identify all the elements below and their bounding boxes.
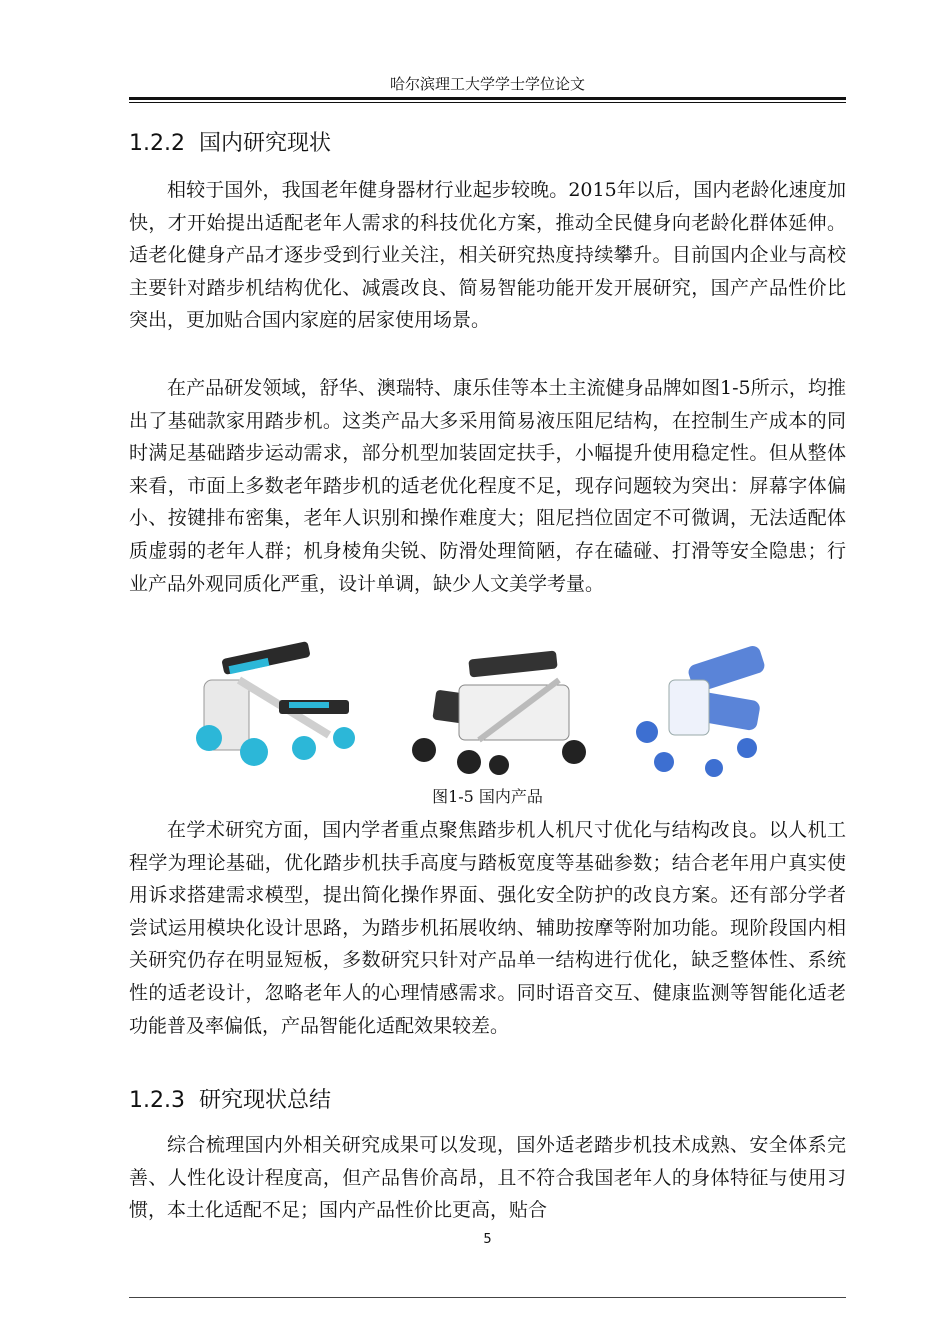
figure-domestic-products — [129, 640, 846, 780]
figure-caption: 图1-5 国内产品 — [432, 787, 543, 806]
stepper-image-cyan — [196, 641, 355, 766]
footer-rule — [129, 1297, 846, 1298]
section-number: 1.2.3 — [129, 1088, 185, 1113]
section-title: 研究现状总结 — [198, 1088, 331, 1113]
stepper-image-blue — [636, 644, 766, 777]
section-title: 国内研究现状 — [198, 131, 331, 156]
paragraph-product-development: 在产品研发领域，舒华、澳瑞特、康乐佳等本土主流健身品牌如图1-5所示，均推出了基础款家用踏步机。这类产品大多采用简易液压阻尼结构，在控制生产成本的同时满足基础踏步运动需求，部分机型加装固定扶手，小幅提升使用稳定性。但从整体来看，市面上多数老年踏步机的适老优化程度不足，现存问题较为突出：屏幕字体偏小、按键排布密集，老年人识别和操作难度大；阻尼挡位固定不可微调，无法适配体质虚弱的老年人群；机身棱角尖锐、防滑处理简陋，存在磕碰、打滑等安全隐患；行业产品外观同质化严重，设计单调，缺少人文美学考量。 — [129, 377, 846, 595]
section-number: 1.2.2 — [129, 131, 185, 156]
page-header: 哈尔滨理工大学学士学位论文 — [389, 75, 585, 93]
header-rule-thin — [129, 102, 846, 103]
paragraph-summary: 综合梳理国内外相关研究成果可以发现，国外适老踏步机技术成熟、安全体系完善、人性化设计程度高，但产品售价高昂，且不符合我国老年人的身体特征与使用习惯，本土化适配不足；国内产品性价比更高，贴合 — [129, 1134, 846, 1222]
section-heading-1-2-3 — [129, 1085, 331, 1117]
section-heading-1-2-2 — [129, 128, 331, 160]
paragraph-academic-research: 在学术研究方面，国内学者重点聚焦踏步机人机尺寸优化与结构改良。以人机工程学为理论基础，优化踏步机扶手高度与踏板宽度等基础参数；结合老年用户真实使用诉求搭建需求模型，提出简化操作界面、强化安全防护的改良方案。还有部分学者尝试运用模块化设计思路，为踏步机拓展收纳、辅助按摩等附加功能。现阶段国内相关研究仍存在明显短板，多数研究只针对产品单一结构进行优化，缺乏整体性、系统性的适老设计，忽略老年人的心理情感需求。同时语音交互、健康监测等智能化适老功能普及率偏低，产品智能化适配效果较差。 — [129, 819, 846, 1037]
paragraph-domestic-intro: 相较于国外，我国老年健身器材行业起步较晚。2015年以后，国内老龄化速度加快，才开始提出适配老年人需求的科技优化方案，推动全民健身向老龄化群体延伸。适老化健身产品才逐步受到行业关注，相关研究热度持续攀升。目前国内企业与高校主要针对踏步机结构优化、减震改良、简易智能功能开发开展研究，国产产品性价比突出，更加贴合国内家庭的居家使用场景。 — [129, 179, 846, 332]
page-number: 5 — [483, 1232, 492, 1247]
stepper-image-black — [412, 650, 586, 775]
header-rule-thick — [129, 97, 846, 100]
